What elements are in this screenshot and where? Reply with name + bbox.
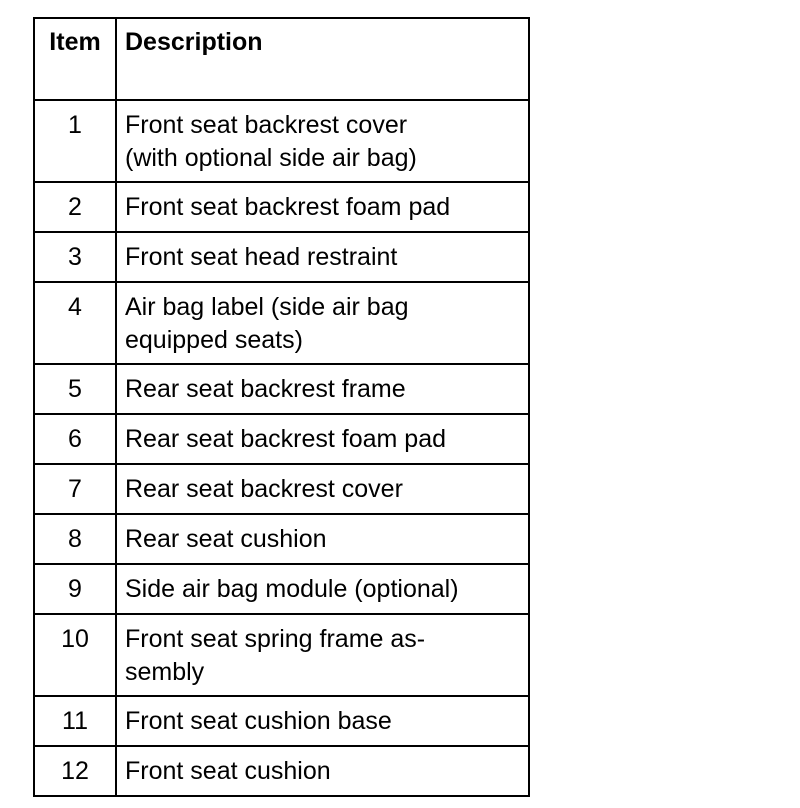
description-cell: [116, 182, 529, 232]
item-number-cell: 4: [34, 282, 116, 364]
item-number-cell: 2: [34, 182, 116, 232]
table-row: [34, 746, 529, 796]
item-number-cell: 5: [34, 364, 116, 414]
item-number-cell: 8: [34, 514, 116, 564]
description-line: Rear seat cushion: [125, 525, 327, 553]
item-number-cell: 10: [34, 614, 116, 696]
item-number-cell: 9: [34, 564, 116, 614]
description-cell: [116, 100, 529, 182]
table-row: [34, 696, 529, 746]
table-row: [34, 100, 529, 182]
item-number-cell: 7: [34, 464, 116, 514]
description-cell: [116, 746, 529, 796]
parts-table: [33, 17, 530, 797]
item-number-cell: 3: [34, 232, 116, 282]
description-cell: [116, 414, 529, 464]
description-line: Front seat backrest foam pad: [125, 193, 451, 221]
item-number-cell: 1: [34, 100, 116, 182]
item-number-cell: 12: [34, 746, 116, 796]
table-row: [34, 282, 529, 364]
item-column-header: Item: [34, 18, 116, 100]
description-line: Front seat spring frame as-: [125, 625, 426, 653]
table-row: [34, 514, 529, 564]
description-line: Front seat backrest cover: [125, 111, 408, 139]
table-row: [34, 182, 529, 232]
table-row: [34, 232, 529, 282]
table-row: [34, 364, 529, 414]
description-line: equipped seats): [125, 326, 303, 354]
description-line: (with optional side air bag): [125, 144, 417, 172]
table-row: [34, 414, 529, 464]
description-cell: [116, 232, 529, 282]
description-cell: [116, 514, 529, 564]
item-number-cell: 6: [34, 414, 116, 464]
table-header-row: [34, 18, 529, 100]
description-line: Side air bag module (optional): [125, 575, 459, 603]
description-cell: [116, 364, 529, 414]
description-cell: [116, 464, 529, 514]
table-body: [34, 100, 529, 796]
table-row: [34, 464, 529, 514]
description-line: Rear seat backrest cover: [125, 475, 403, 503]
description-cell: [116, 564, 529, 614]
table-row: [34, 564, 529, 614]
description-line: Air bag label (side air bag: [125, 293, 409, 321]
description-column-header: Description: [116, 18, 529, 100]
description-line: Front seat head restraint: [125, 243, 398, 271]
table-row: [34, 614, 529, 696]
description-cell: [116, 282, 529, 364]
description-line: Rear seat backrest foam pad: [125, 425, 446, 453]
description-cell: [116, 614, 529, 696]
description-line: sembly: [125, 658, 205, 686]
description-line: Front seat cushion base: [125, 707, 392, 735]
description-cell: [116, 696, 529, 746]
description-line: Front seat cushion: [125, 757, 331, 785]
description-line: Rear seat backrest frame: [125, 375, 406, 403]
item-number-cell: 11: [34, 696, 116, 746]
